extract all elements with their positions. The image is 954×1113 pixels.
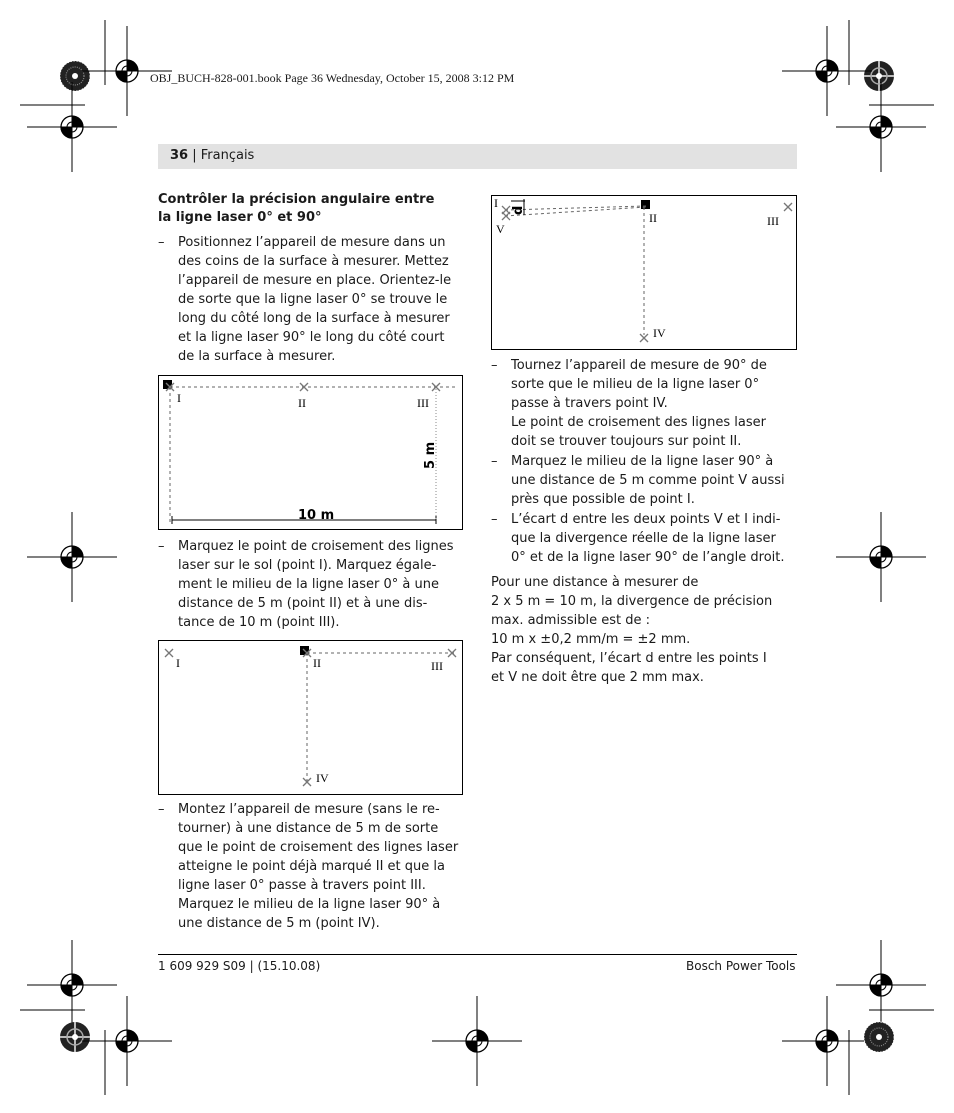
tolerance-paragraph [491, 573, 772, 687]
text-line: et V ne doit être que 2 mm max. [491, 670, 704, 685]
text-line: sorte que le milieu de la ligne laser 0° [511, 377, 760, 392]
text-line: et la ligne laser 90° le long du côté court [178, 330, 445, 345]
cross-mark-iii [448, 649, 456, 657]
label-point-i: I [177, 391, 181, 405]
text-line: Pour une distance à mesurer de [491, 575, 699, 590]
text-line: 0° et de la ligne laser 90° de l’angle droit. [511, 550, 785, 565]
label-point-ii: II [298, 396, 306, 410]
diagram-2 [158, 640, 463, 795]
text-line: que la divergence réelle de la ligne laser [511, 531, 776, 546]
diagram-frame [159, 641, 463, 795]
text-line: Par conséquent, l’écart d entre les points I [491, 651, 767, 666]
dash-bullet: – [158, 539, 165, 554]
text-line: 2 x 5 m = 10 m, la divergence de précision [491, 594, 773, 609]
text-line: de sorte que la ligne laser 0° se trouve le [178, 292, 448, 307]
header-separator: | [188, 148, 201, 163]
text-line: une distance de 5 m (point IV). [178, 916, 380, 931]
label-point-iv: IV [653, 326, 666, 340]
label-point-iii: III [767, 214, 779, 228]
text-line: des coins de la surface à mesurer. Mettez [178, 254, 449, 269]
text-line: Montez l’appareil de mesure (sans le re- [178, 802, 440, 817]
footer-doc-number: 1 609 929 S09 | (15.10.08) [158, 959, 321, 973]
text-line: Marquez le milieu de la ligne laser 90° à [178, 897, 441, 912]
text-line: Marquez le milieu de la ligne laser 90° à [511, 454, 774, 469]
text-line: que le point de croisement des lignes laser [178, 840, 459, 855]
section-title [158, 191, 458, 227]
label-point-iii: III [431, 659, 443, 673]
dash-bullet: – [491, 358, 498, 373]
section-title-line: la ligne laser 0° et 90° [158, 210, 322, 225]
page-number: 36 [170, 148, 189, 163]
diagram-frame [492, 196, 797, 350]
footer-rule [158, 954, 797, 955]
label-point-ii: II [649, 211, 657, 225]
cross-mark-ii [300, 383, 308, 391]
device-icon [641, 200, 650, 209]
text-line: Tournez l’appareil de mesure de 90° de [511, 358, 767, 373]
text-line: Positionnez l’appareil de mesure dans un [178, 235, 446, 250]
text-line: atteigne le point déjà marqué II et que la [178, 859, 445, 874]
file-header: OBJ_BUCH-828-001.book Page 36 Wednesday, October 15, 2008 3:12 PM [150, 71, 515, 85]
text-line: de la surface à mesurer. [178, 349, 336, 364]
diagram-1 [158, 375, 463, 530]
label-point-v: V [496, 222, 505, 236]
text-line: ligne laser 0° passe à travers point III. [178, 878, 426, 893]
text-line: max. admissible est de : [491, 613, 650, 628]
text-line: L’écart d entre les deux points V et I indi- [511, 512, 781, 527]
text-line: près que possible de point I. [511, 492, 695, 507]
label-point-ii: II [313, 656, 321, 670]
page-header [170, 148, 254, 163]
cross-mark-v [502, 212, 510, 220]
text-line: Marquez le point de croisement des lignes [178, 539, 454, 554]
text-line: tance de 10 m (point III). [178, 615, 340, 630]
footer-brand: Bosch Power Tools [686, 959, 796, 973]
text-line: 10 m x ±0,2 mm/m = ±2 mm. [491, 632, 691, 647]
label-point-i: I [176, 656, 180, 670]
cross-mark-iv [640, 334, 648, 342]
diagram-3 [491, 195, 797, 350]
label-point-iv: IV [316, 771, 329, 785]
dash-bullet: – [491, 454, 498, 469]
text-line: long du côté long de la surface à mesurer [178, 311, 450, 326]
cross-mark-i [165, 649, 173, 657]
label-point-iii: III [417, 396, 429, 410]
header-language: Français [200, 148, 255, 163]
dash-bullet: – [158, 802, 165, 817]
laser-line-tilted [505, 207, 646, 216]
text-line: laser sur le sol (point I). Marquez égale- [178, 558, 437, 573]
label-dim-short: 5 m [423, 441, 438, 469]
text-line: tourner) à une distance de 5 m de sorte [178, 821, 439, 836]
cross-mark-iii [784, 203, 792, 211]
text-line: l’appareil de mesure en place. Orientez-le [178, 273, 452, 288]
text-line: ment le milieu de la ligne laser 0° à une [178, 577, 439, 592]
label-dim-long: 10 m [298, 508, 335, 523]
label-dim-d: d [511, 205, 526, 215]
text-line: distance de 5 m (point II) et à une dis- [178, 596, 428, 611]
label-point-i: I [494, 196, 498, 210]
text-line: une distance de 5 m comme point V aussi [511, 473, 785, 488]
text-line: doit se trouver toujours sur point II. [511, 434, 742, 449]
dash-bullet: – [158, 235, 165, 250]
section-title-line: Contrôler la précision angulaire entre [158, 192, 435, 207]
dash-bullet: – [491, 512, 498, 527]
text-line: passe à travers point IV. [511, 396, 668, 411]
text-line: Le point de croisement des lignes laser [511, 415, 766, 430]
